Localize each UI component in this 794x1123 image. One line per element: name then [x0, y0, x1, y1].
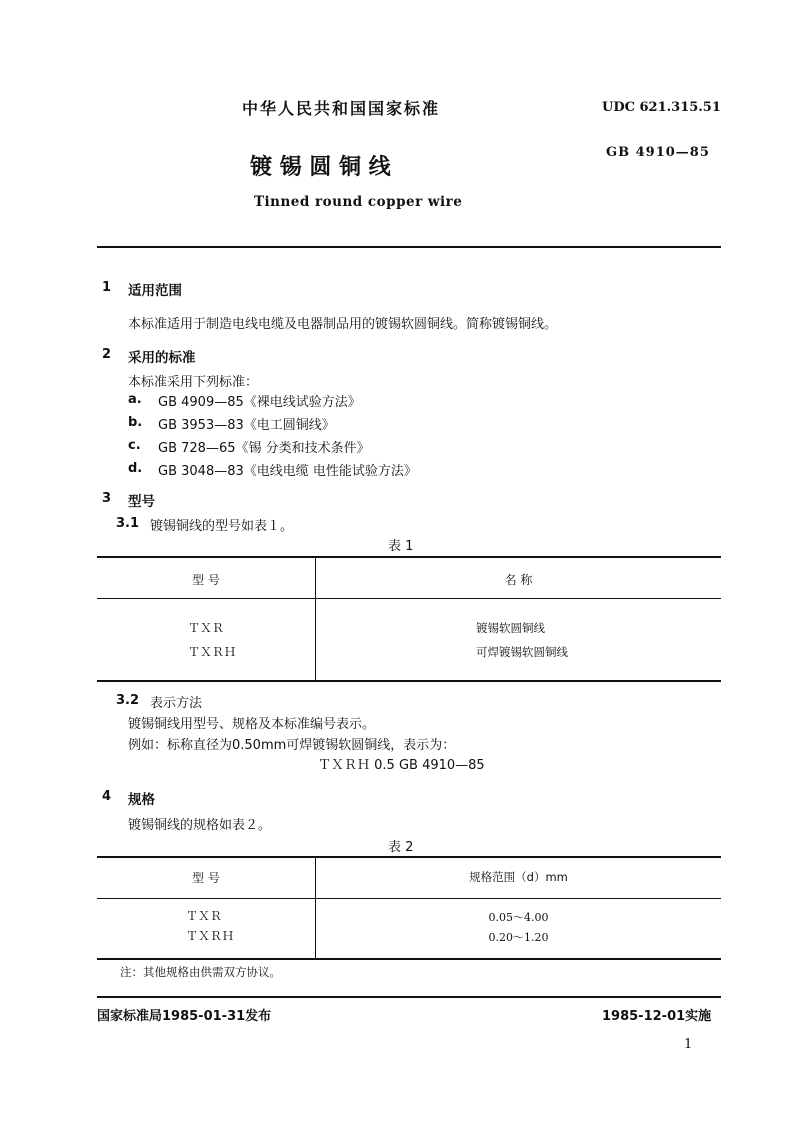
- standard-org: 中华人民共和国国家标准: [242, 99, 441, 118]
- section-4-text: 镀锡铜线的规格如表２。: [128, 818, 272, 833]
- section-2-number: 2: [102, 347, 112, 362]
- table-2-top-rule: [97, 856, 721, 858]
- list-item-mark: c.: [128, 438, 141, 453]
- effective-date: 1985-12-01实施: [602, 1009, 712, 1024]
- section-1-title: 适用范围: [128, 283, 182, 299]
- table-row-model: ＴＸＲ: [188, 621, 225, 635]
- issue-date: 国家标准局1985-01-31发布: [97, 1009, 272, 1024]
- page-number: 1: [684, 1037, 693, 1052]
- title-en: Tinned round copper wire: [254, 194, 463, 210]
- section-4-number: 4: [102, 789, 112, 804]
- table-1-header-model: 型 号: [192, 573, 220, 587]
- section-3-number: 3: [102, 491, 112, 506]
- table-row-model: ＴＸＲ: [186, 909, 223, 923]
- section-1-number: 1: [102, 280, 112, 295]
- table-row-name: 可焊镀锡软圆铜线: [476, 645, 568, 659]
- section-3-1-text: 镀锡铜线的型号如表１。: [150, 519, 294, 534]
- table-2-note: 注：其他规格由供需双方协议。: [120, 965, 281, 979]
- list-item-text: GB 3953—83《电工圆铜线》: [158, 418, 335, 433]
- table-row-model: ＴＸＲＨ: [186, 929, 235, 943]
- list-item-mark: a.: [128, 392, 142, 407]
- table-1-bottom-rule: [97, 680, 721, 682]
- header-rule: [97, 246, 721, 248]
- section-2-title: 采用的标准: [128, 350, 196, 366]
- gb-number: GB 4910—85: [606, 145, 710, 160]
- table-1-header-rule: [97, 598, 721, 599]
- table-row-name: 镀锡软圆铜线: [476, 621, 545, 635]
- section-3-2-title: 表示方法: [150, 696, 203, 711]
- section-3-2-text: 镀锡铜线用型号、规格及本标准编号表示。: [128, 717, 376, 732]
- table-1-top-rule: [97, 556, 721, 558]
- list-item-text: GB 4909—85《裸电线试验方法》: [158, 395, 361, 410]
- list-item-text: GB 728—65《锡 分类和技术条件》: [158, 441, 370, 456]
- section-3-2-number: 3.2: [116, 693, 140, 708]
- footer-rule: [97, 996, 721, 998]
- table-2-header-spec: 规格范围（d）mm: [469, 870, 568, 884]
- list-item-text: GB 3048—83《电线电缆 电性能试验方法》: [158, 464, 417, 479]
- section-3-title: 型号: [128, 494, 155, 510]
- table-row-spec: 0.05～4.00: [488, 911, 549, 924]
- table-2-bottom-rule: [97, 958, 721, 960]
- section-2-intro: 本标准采用下列标准：: [128, 375, 259, 390]
- section-4-title: 规格: [128, 792, 155, 808]
- table-row-model: ＴＸＲＨ: [188, 645, 237, 659]
- table-2-header-model: 型 号: [192, 871, 220, 885]
- section-1-text: 本标准适用于制造电线电缆及电器制品用的镀锡软圆铜线。简称镀锡铜线。: [128, 317, 558, 332]
- model-example: ＴＸＲＨ 0.5 GB 4910—85: [318, 758, 485, 773]
- table-2-header-rule: [97, 898, 721, 899]
- table-2-caption: 表 2: [388, 840, 414, 855]
- section-3-1-number: 3.1: [116, 516, 140, 531]
- udc-code: UDC 621.315.51: [602, 100, 721, 115]
- section-3-2-example-intro: 例如：标称直径为0.50mm可焊镀锡软圆铜线，表示为：: [128, 738, 456, 753]
- title-cn: 镀 锡 圆 铜 线: [250, 155, 391, 180]
- list-item-mark: b.: [128, 415, 143, 430]
- table-1-caption: 表 1: [388, 539, 414, 554]
- list-item-mark: d.: [128, 461, 143, 476]
- table-row-spec: 0.20～1.20: [488, 931, 549, 944]
- table-1-header-name: 名 称: [504, 573, 533, 587]
